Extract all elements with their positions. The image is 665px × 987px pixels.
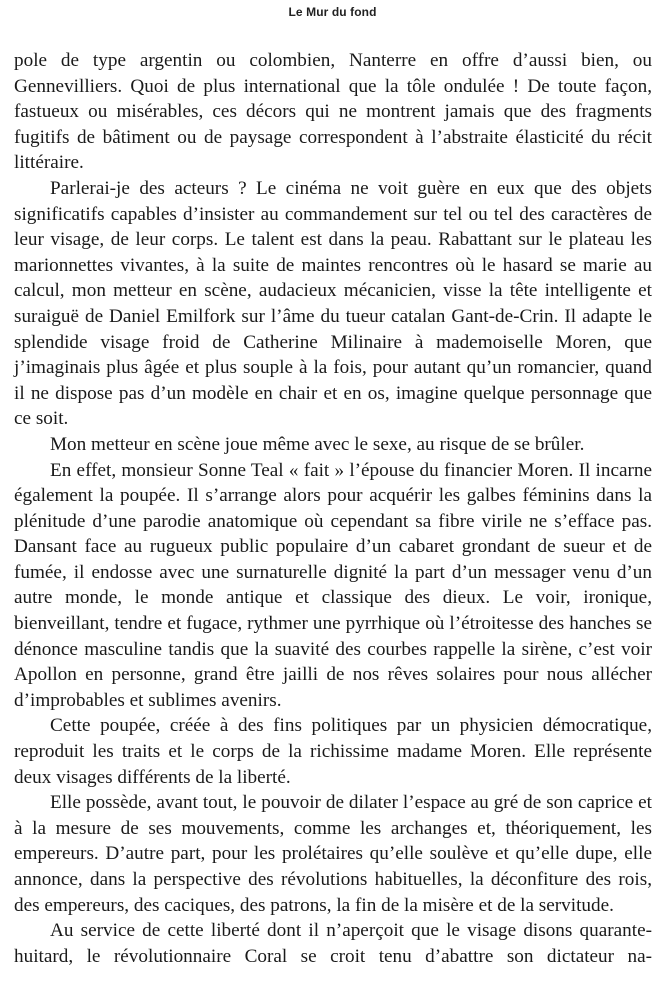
paragraph-actors: Parlerai-je des acteurs ? Le cinéma ne voit guère en eux que des objets significatifs capables d’insister au commandement sur tel ou tel des caractères de leur visage, de leur corps. Le talent est dans la peau. Rabattant sur le plateau les marionnettes vivantes, à la suite de maintes rencontres où le hasard se marie au calcul, mon metteur en scène, audacieux mécanicien, visse la tête intelligente et suraiguë de Daniel Emilfork sur l’âme du tueur catalan Gant-de-Crin. Il adapte le splendide visage froid de Catherine Milinaire à mademoiselle Moren, que j’imaginais plus âgée et plus souple à la fois, pour autant qu’un romancier, quand il ne dispose pas d’un modèle en chair et en os, imagine quelque personnage que ce soit. bbox=[14, 177, 652, 430]
running-head: Le Mur du fond bbox=[288, 5, 377, 19]
paragraph-continued: pole de type argentin ou colombien, Nanterre en offre d’aussi bien, ou Gennevilliers. Quoi de plus international que la tôle ondulée ! De toute façon, fastueux ou misérables, ces décors qui ne montrent jamais que des fragments fugitifs de bâtiment ou de paysage correspondent à l’abstraite élasticité du récit littéraire. bbox=[14, 50, 652, 174]
paragraph-coral: Au service de cette liberté dont il n’aperçoit que le visage disons quarante-huitard, le révolutionnaire Coral se croit tenu d’abattre son dictateur na- bbox=[14, 920, 652, 967]
paragraph-sonne-teal: En effet, monsieur Sonne Teal « fait » l’épouse du financier Moren. Il incarne également la poupée. Il s’arrange alors pour acquérir les galbes féminins dans la plénitude d’une parodie anatomique où cependant sa fibre virile ne s’efface pas. Dansant face au rugueux public populaire d’un cabaret grondant de sueur et de fumée, il endosse avec une surnaturelle dignité la part d’un messager venu d’un autre monde, le monde antique et classique des dieux. Le voir, ironique, bienveillant, tendre et fugace, rythmer une pyrrhique où l’étroitesse des hanches se dénonce masculine tandis que la suavité des courbes rappelle la sirène, c’est voir Apollon en personne, grand être jailli de nos rêves solaires pour nous allécher d’improbables et sublimes avenirs. bbox=[14, 459, 652, 711]
paragraph-power: Elle possède, avant tout, le pouvoir de dilater l’espace au gré de son caprice et à la mesure de ses mouvements, comme les archanges et, théoriquement, les empereurs. D’autre part, pour les prolétaires qu’elle soulève et qu’elle dupe, elle annonce, dans la perspective des révolutions habituelles, la déconfiture des rois, des empereurs, des caciques, des patrons, la fin de la misère et de la servitude. bbox=[14, 792, 652, 916]
paragraph-doll: Cette poupée, créée à des fins politiques par un physicien démocratique, reproduit les traits et le corps de la richissime madame Moren. Elle représente deux visages différents de la liberté. bbox=[14, 715, 652, 788]
paragraph-sex: Mon metteur en scène joue même avec le sexe, au risque de se brûler. bbox=[50, 433, 585, 455]
page-body bbox=[14, 48, 652, 969]
